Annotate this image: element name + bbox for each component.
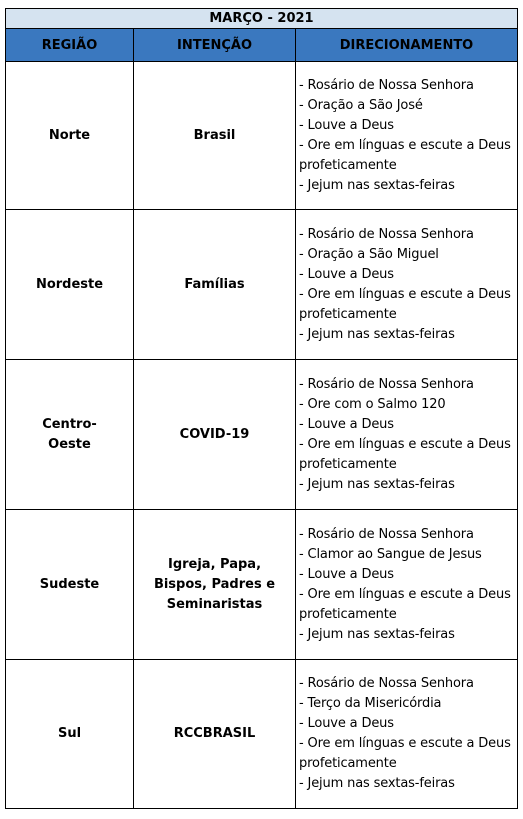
region-cell (6, 660, 134, 809)
table-title: MARÇO - 2021 (6, 9, 518, 29)
direction-item: - Jejum nas sextas-feiras (299, 776, 455, 791)
region-label: Sul (57, 726, 82, 741)
direction-item: - Ore com o Salmo 120 (299, 396, 446, 412)
direction-item: - Ore em línguas e escute a Deus profeticamente (299, 736, 511, 771)
intention-cell (134, 360, 296, 510)
direction-item: - Rosário de Nossa Senhora (299, 226, 474, 242)
intention-cell (134, 660, 296, 809)
intention-label: Famílias (184, 276, 245, 292)
direction-item: - Jejum nas sextas-feiras (299, 476, 455, 492)
table-row (6, 210, 518, 360)
direction-item: - Oração a São Miguel (299, 246, 439, 262)
direction-item: - Ore em línguas e escute a Deus profeticamente (299, 286, 511, 322)
direction-item: - Jejum nas sextas-feiras (299, 177, 455, 193)
direction-item: - Oração a São José (299, 97, 423, 113)
direction-list (299, 674, 515, 794)
direction-item: - Louve a Deus (299, 266, 394, 282)
direction-item: - Louve a Deus (299, 716, 394, 731)
direction-item: - Clamor ao Sangue de Jesus (299, 546, 482, 562)
region-label: Sudeste (39, 576, 100, 592)
table-row (6, 510, 518, 660)
header-region: REGIÃO (6, 29, 134, 62)
direction-cell (296, 510, 518, 660)
intention-label: RCCBRASIL (173, 726, 256, 741)
direction-cell (296, 210, 518, 360)
prayer-schedule-table (5, 8, 518, 809)
intention-cell (134, 510, 296, 660)
direction-list (299, 76, 515, 196)
table-row (6, 62, 518, 210)
region-label: Nordeste (35, 276, 104, 292)
direction-cell (296, 660, 518, 809)
header-intention: INTENÇÃO (134, 29, 296, 62)
region-cell (6, 210, 134, 360)
intention-cell (134, 62, 296, 210)
intention-label: Brasil (193, 127, 236, 143)
direction-item: - Jejum nas sextas-feiras (299, 326, 455, 342)
region-label: Norte (48, 127, 91, 143)
direction-item: - Louve a Deus (299, 416, 394, 432)
direction-item: - Jejum nas sextas-feiras (299, 626, 455, 642)
intention-label: COVID-19 (179, 426, 250, 442)
direction-item: - Ore em línguas e escute a Deus profeticamente (299, 137, 511, 173)
direction-list (299, 525, 515, 645)
header-direction: DIRECIONAMENTO (296, 29, 518, 62)
direction-cell (296, 62, 518, 210)
direction-list (299, 225, 515, 345)
direction-item: - Ore em línguas e escute a Deus profeticamente (299, 436, 511, 472)
direction-item: - Ore em línguas e escute a Deus profeticamente (299, 586, 511, 622)
region-label: Centro-Oeste (42, 416, 97, 452)
intention-cell (134, 210, 296, 360)
direction-cell (296, 360, 518, 510)
intention-label: Igreja, Papa, Bispos, Padres e Seminaristas (153, 556, 276, 612)
direction-item: - Rosário de Nossa Senhora (299, 676, 474, 691)
table-row (6, 360, 518, 510)
direction-list (299, 375, 515, 495)
region-cell (6, 510, 134, 660)
region-cell (6, 360, 134, 510)
direction-item: - Rosário de Nossa Senhora (299, 376, 474, 392)
table-row (6, 660, 518, 809)
direction-item: - Rosário de Nossa Senhora (299, 526, 474, 542)
header-row (6, 29, 518, 62)
schedule-sheet (5, 8, 517, 809)
direction-item: - Louve a Deus (299, 566, 394, 582)
direction-item: - Rosário de Nossa Senhora (299, 77, 474, 93)
direction-item: - Terço da Misericórdia (299, 696, 442, 711)
region-cell (6, 62, 134, 210)
direction-item: - Louve a Deus (299, 117, 394, 133)
title-row (6, 9, 518, 29)
